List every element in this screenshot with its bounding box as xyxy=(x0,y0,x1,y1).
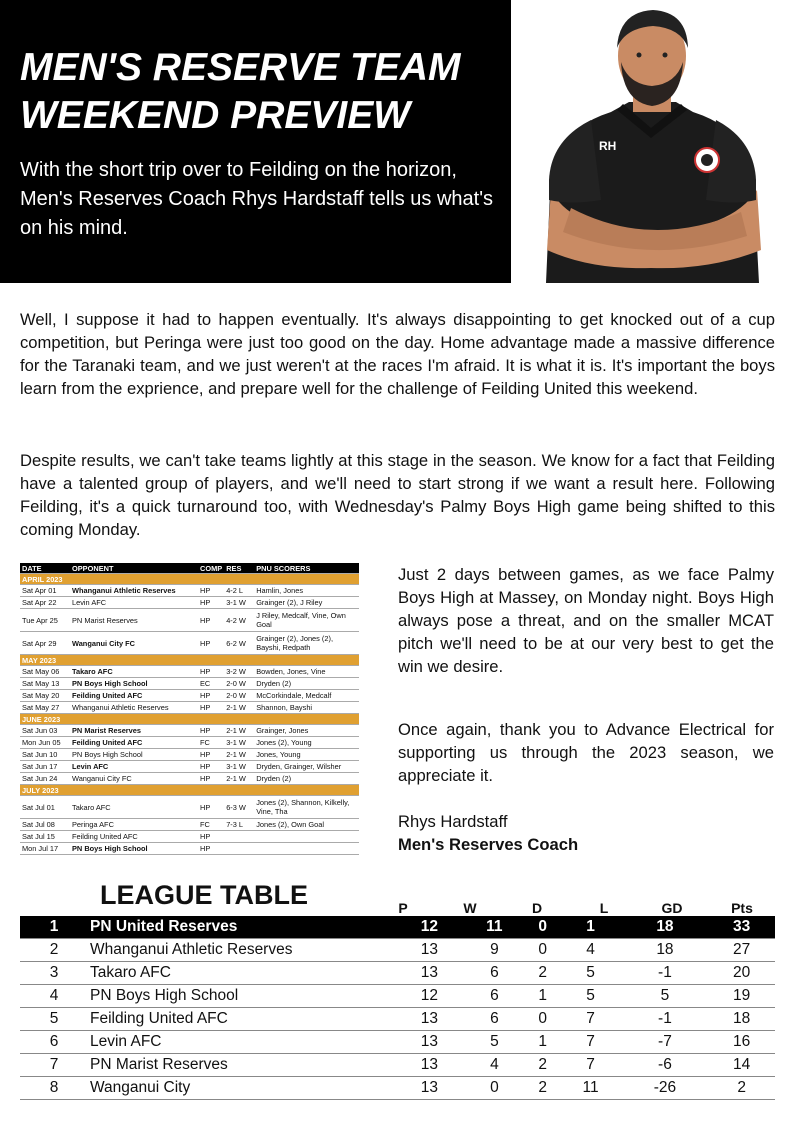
fixture-row: Sat May 27 Whanganui Athletic Reserves HP 2-1 W Shannon, Bayshi xyxy=(20,702,359,714)
fixture-row: Sat Apr 01 Whanganui Athletic Reserves HP 4-2 L Hamlin, Jones xyxy=(20,585,359,597)
league-row: 7 PN Marist Reserves 13 4 2 7 -6 14 xyxy=(20,1054,775,1077)
fixtures-col-date: DATE xyxy=(20,563,70,574)
fixture-row: Sat Jun 03 PN Marist Reserves HP 2-1 W Grainger, Jones xyxy=(20,725,359,737)
fixture-row: Sat May 06 Takaro AFC HP 3-2 W Bowden, Jones, Vine xyxy=(20,666,359,678)
signoff-role: Men's Reserves Coach xyxy=(398,835,579,854)
title-line-2: WEEKEND PREVIEW xyxy=(20,94,411,137)
fixtures-col-comp: COMP xyxy=(200,563,223,573)
article-paragraph-1: Well, I suppose it had to happen eventually. It's always disappointing to get knocked out of a cup competition, but Peringa were just too good on the day. Home advantage made a massive difference for the Taranaki team, and we just weren't at the races I'm afraid. It is what it is. It's important the boys learn from the exprience, and prepare well for the challenge of Feilding United this weekend. xyxy=(20,310,775,398)
league-table xyxy=(20,916,775,1100)
shirt-initials: RH xyxy=(599,139,617,153)
coach-portrait-image xyxy=(511,0,794,283)
fixture-row: Sat Jul 01 Takaro AFC HP 6-3 W Jones (2), Shannon, Kilkelly, Vine, Tha xyxy=(20,796,359,819)
fixtures-col-opponent: OPPONENT xyxy=(70,563,198,574)
article-paragraph-2: Despite results, we can't take teams lightly at this stage in the season. We know for a fact that Feilding have a talented group of players, and we'll need to start strong if we want a result here. Following Feilding, it's a quick turnaround too, with Wednesday's Palmy Boys High game being shifted to this coming Monday. xyxy=(20,451,775,539)
title-line-1: MEN'S RESERVE TEAM xyxy=(20,46,461,89)
league-col-l: L xyxy=(599,900,609,916)
side-paragraph-2: Once again, thank you to Advance Electrical for supporting us through the 2023 season, we appreciate it. xyxy=(398,720,774,785)
fixture-row: Sat May 13 PN Boys High School EC 2-0 W Dryden (2) xyxy=(20,678,359,690)
fixture-row: Sat Jun 10 PN Boys High School HP 2-1 W Jones, Young xyxy=(20,749,359,761)
league-row: 2 Whanganui Athletic Reserves 13 9 0 4 18 27 xyxy=(20,939,775,962)
league-col-pts: Pts xyxy=(731,900,753,916)
fixtures-table xyxy=(20,563,359,855)
month-row: APRIL 2023 xyxy=(20,574,359,585)
league-table-title: LEAGUE TABLE xyxy=(100,880,308,910)
league-col-w: W xyxy=(463,900,477,916)
fixture-row: Tue Apr 25 PN Marist Reserves HP 4-2 W J Riley, Medcalf, Vine, Own Goal xyxy=(20,609,359,632)
page-title xyxy=(20,44,500,140)
league-col-d: D xyxy=(531,900,543,916)
league-row: 5 Feilding United AFC 13 6 0 7 -1 18 xyxy=(20,1008,775,1031)
fixtures-col-scorers: PNU SCORERS xyxy=(254,563,359,574)
signoff-name: Rhys Hardstaff xyxy=(398,812,508,831)
coach-photo xyxy=(511,0,794,283)
league-row: 3 Takaro AFC 13 6 2 5 -1 20 xyxy=(20,962,775,985)
league-row: 8 Wanganui City 13 0 2 11 -26 2 xyxy=(20,1077,775,1100)
fixture-row: Sat Jul 08 Peringa AFC FC 7-3 L Jones (2), Own Goal xyxy=(20,819,359,831)
month-row: JULY 2023 xyxy=(20,785,359,796)
league-row: 6 Levin AFC 13 5 1 7 -7 16 xyxy=(20,1031,775,1054)
fixture-row: Mon Jun 05 Feilding United AFC FC 3-1 W Jones (2), Young xyxy=(20,737,359,749)
fixtures-col-res: RES xyxy=(224,563,254,574)
league-row: 4 PN Boys High School 12 6 1 5 5 19 xyxy=(20,985,775,1008)
fixture-row: Sat Jul 15 Feilding United AFC HP xyxy=(20,831,359,843)
fixture-row: Sat Jun 24 Wanganui City FC HP 2-1 W Dryden (2) xyxy=(20,773,359,785)
fixtures-header-row xyxy=(20,563,359,574)
fixture-row: Sat Jun 17 Levin AFC HP 3-1 W Dryden, Grainger, Wilsher xyxy=(20,761,359,773)
month-row: MAY 2023 xyxy=(20,655,359,666)
fixture-row: Sat May 20 Feilding United AFC HP 2-0 W McCorkindale, Medcalf xyxy=(20,690,359,702)
header-banner xyxy=(0,0,511,283)
league-col-p: P xyxy=(398,900,408,916)
page-subtitle: With the short trip over to Feilding on the horizon, Men's Reserves Coach Rhys Hardstaff tells us what's on his mind. xyxy=(20,159,494,239)
month-row: JUNE 2023 xyxy=(20,714,359,725)
fixture-row: Sat Apr 22 Levin AFC HP 3-1 W Grainger (2), J Riley xyxy=(20,597,359,609)
league-row: 1 PN United Reserves 12 11 0 1 18 33 xyxy=(20,916,775,939)
side-paragraph-1: Just 2 days between games, as we face Palmy Boys High at Massey, on Monday night. Boys High always pose a threat, and on the smaller MCAT pitch we'll need to be at our very best to get the win we desire. xyxy=(398,565,774,676)
fixture-row: Sat Apr 29 Wanganui City FC HP 6-2 W Grainger (2), Jones (2), Bayshi, Redpath xyxy=(20,632,359,655)
league-col-gd: GD xyxy=(661,900,683,916)
fixture-row: Mon Jul 17 PN Boys High School HP xyxy=(20,843,359,855)
